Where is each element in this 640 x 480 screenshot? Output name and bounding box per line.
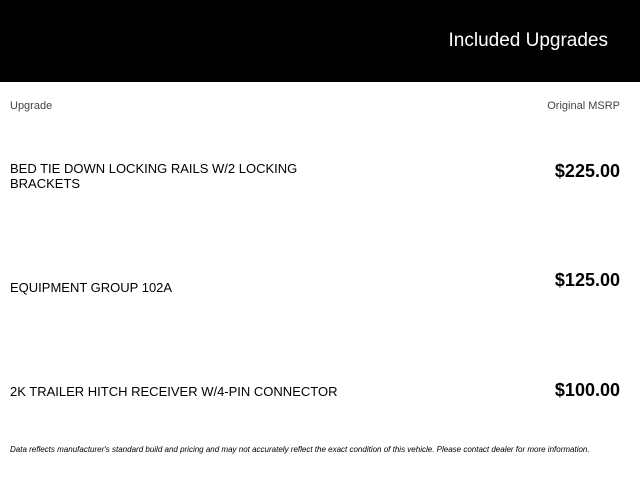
upgrade-price: $100.00 bbox=[554, 380, 620, 400]
disclaimer-text: Data reflects manufacturer's standard build and pricing and may not accurately reflect the exact condition of this vehicle. Please contact dealer for more information. bbox=[10, 445, 590, 454]
upgrade-name: EQUIPMENT GROUP 102A bbox=[10, 280, 173, 295]
page-title: Included Upgrades bbox=[448, 30, 608, 51]
header-banner bbox=[0, 0, 640, 82]
upgrade-name: BED TIE DOWN LOCKING RAILS W/2 LOCKING BRACKETS bbox=[10, 161, 298, 191]
column-header-msrp: Original MSRP bbox=[547, 100, 620, 112]
upgrade-price: $125.00 bbox=[554, 270, 620, 290]
upgrade-price: $225.00 bbox=[554, 161, 620, 181]
upgrade-name: 2K TRAILER HITCH RECEIVER W/4-PIN CONNECTOR bbox=[10, 384, 338, 399]
column-header-upgrade: Upgrade bbox=[10, 100, 53, 112]
